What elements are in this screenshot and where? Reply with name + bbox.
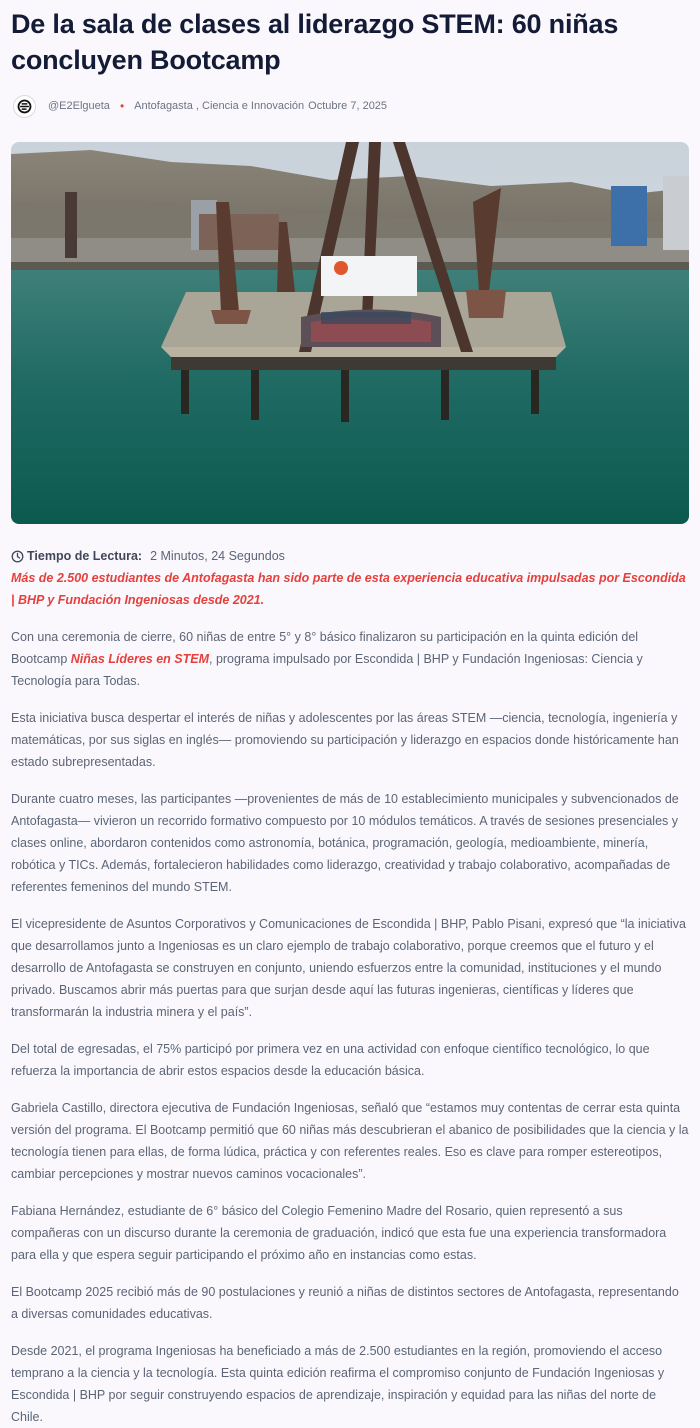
article-meta — [11, 91, 689, 121]
paragraph: Esta iniciativa busca despertar el interés de niñas y adolescentes por las áreas STEM —ciencia, tecnología, ingeniería y matemáticas, por sus siglas en inglés— promoviendo su participación y liderazgo en espacios donde históricamente han estado subrepresentadas. — [11, 711, 679, 769]
article-date: Octubre 7, 2025 — [308, 100, 388, 112]
paragraph-intro-end: , programa impulsado por Escondida | BHP y Fundación Ingeniosas: Ciencia y Tecnología para Todas. — [11, 652, 643, 688]
author-name[interactable]: @E2Elgueta — [48, 100, 110, 112]
hero-image — [11, 142, 689, 524]
clock-icon — [11, 550, 24, 563]
paragraph: El vicepresidente de Asuntos Corporativos y Comunicaciones de Escondida | BHP, Pablo Pisani, expresó que “la iniciativa que desarrollamos junto a Ingeniosas es un claro ejemplo de trabajo colaborativo, porque creemos que el futuro y el desarrollo de Antofagasta se construyen en conjunto, uniendo esfuerzos entre la comunidad, instituciones y el mundo privado. Buscamos abrir más puertas para que surjan desde aquí las futuras ingenieras, científicas y líderes que transformarán la industria minera y el país”. — [11, 917, 686, 1019]
reading-time — [11, 549, 689, 563]
paragraph-intro-start: Con una ceremonia de cierre, 60 niñas de entre 5° y 8° básico finalizaron su participación en la quinta edición del Bootcamp — [11, 630, 639, 666]
paragraph: Durante cuatro meses, las participantes —provenientes de más de 10 establecimiento municipales y subvencionados de Antofagasta— vivieron un recorrido formativo compuesto por 10 módulos temáticos. A través de sesiones presenciales y clases online, abordaron contenidos como astronomía, botánica, programación, geología, medioambiente, minería, robótica y TICs. Además, fortalecieron habilidades como liderazgo, creatividad y trabajo colaborativo, acompañadas de referentes femeninos del mundo STEM. — [11, 792, 679, 894]
article-title: De la sala de clases al liderazgo STEM: 60 niñas concluyen Bootcamp — [11, 9, 619, 75]
separator-dot: • — [119, 99, 125, 113]
program-name-highlight: Niñas Líderes en STEM — [70, 652, 209, 666]
paragraph: Del total de egresadas, el 75% participó por primera vez en una actividad con enfoque científico tecnológico, lo que refuerza la importancia de abrir estos espacios desde la educación básica. — [11, 1042, 650, 1078]
reading-time-label: Tiempo de Lectura: — [27, 549, 143, 563]
article-lead: Más de 2.500 estudiantes de Antofagasta han sido parte de esta experiencia educativa impulsadas por Escondida | BHP y Fundación Ingeniosas desde 2021. — [11, 571, 686, 607]
paragraph: Fabiana Hernández, estudiante de 6° básico del Colegio Femenino Madre del Rosario, quien representó a sus compañeras con un discurso durante la ceremonia de graduación, indicó que esta fue una experiencia transformadora para ella y que espera seguir participando el próximo año en instancias como estas. — [11, 1204, 667, 1262]
author-avatar[interactable] — [13, 95, 36, 118]
paragraph: Gabriela Castillo, directora ejecutiva de Fundación Ingeniosas, señaló que “estamos muy contentas de cerrar esta quinta versión del programa. El Bootcamp permitió que 60 niñas más descubrieran el abanico de posibilidades que la ciencia y la tecnología tienen para ellas, de forma lúdica, práctica y con referentes reales. Eso es clave para romper estereotipos, cambiar percepciones y mostrar nuevos caminos vocacionales”. — [11, 1101, 689, 1181]
reading-time-value: 2 Minutos, 24 Segundos — [150, 549, 285, 563]
paragraph: El Bootcamp 2025 recibió más de 90 postulaciones y reunió a niñas de distintos sectores de Antofagasta, representando a diversas comunidades educativas. — [11, 1285, 679, 1321]
paragraph-intro — [11, 626, 689, 692]
e2e-logo-icon — [17, 99, 32, 114]
article-categories[interactable]: Antofagasta , Ciencia e Innovación — [134, 100, 305, 112]
paragraph: Desde 2021, el programa Ingeniosas ha beneficiado a más de 2.500 estudiantes en la región, promoviendo el acceso temprano a la ciencia y la tecnología. Esta quinta edición reafirma el compromiso conjunto de Fundación Ingeniosas y Escondida | BHP por seguir construyendo espacios de aprendizaje, inspiración y equidad para las niñas del norte de Chile. — [11, 1344, 665, 1424]
